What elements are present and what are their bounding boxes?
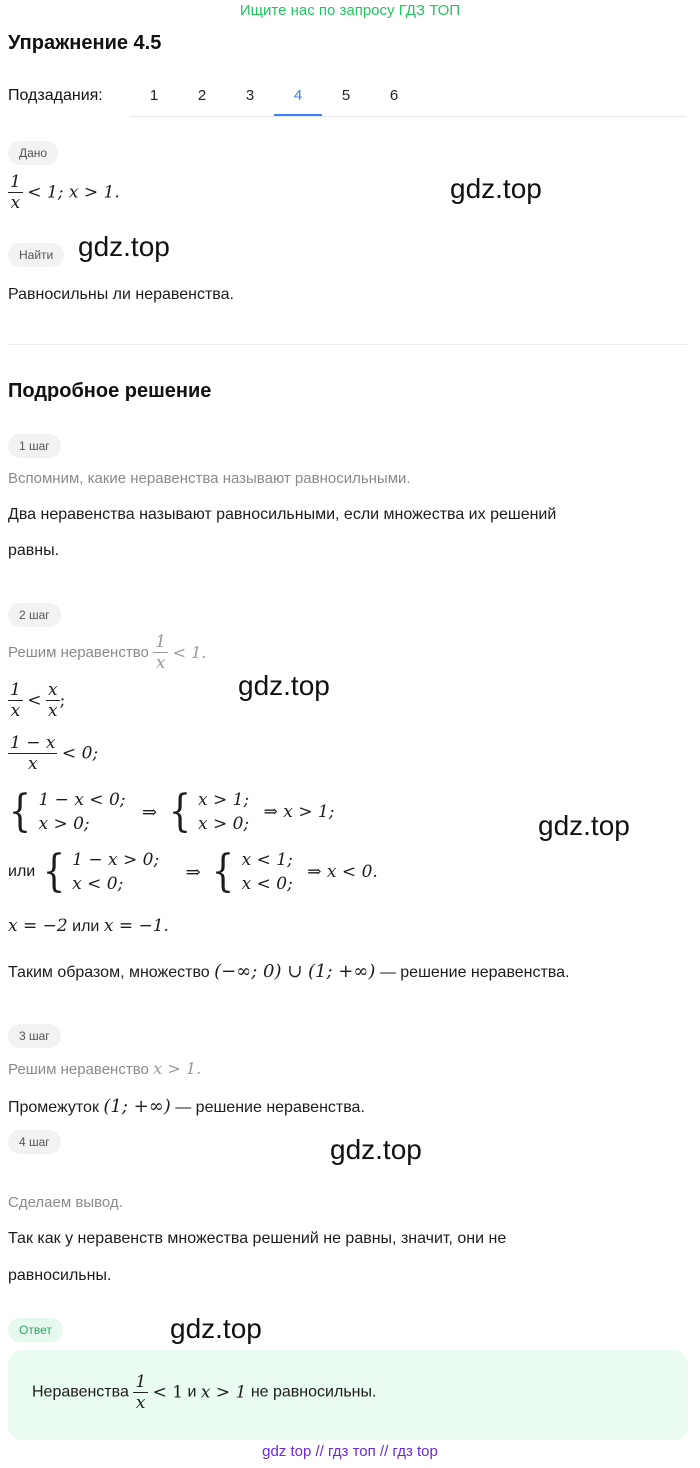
top-banner: Ищите нас по запросу ГДЗ ТОП [239, 2, 461, 19]
step4-hint: Сделаем вывод. [8, 1194, 123, 1211]
answer-box [8, 1350, 688, 1440]
given-chip: Дано [8, 141, 58, 165]
watermark: gdz.top [238, 670, 330, 701]
subtask-tab-3[interactable]: 3 [245, 87, 255, 104]
given-math: $\frac{1}{x}$ < 1; x > 1. [10, 172, 120, 213]
step1-text-cont: равны. [8, 542, 60, 559]
step2-conclusion: Таким образом, множество (−∞; 0) ∪ (1; +∞) — решение неравенства. [8, 961, 570, 982]
page-title: Упражнение 4.5 [8, 32, 162, 54]
footer-links[interactable]: gdz top // гдз топ // гдз top [262, 1443, 438, 1460]
watermark: gdz.top [78, 231, 170, 262]
answer-chip: Ответ [8, 1318, 63, 1342]
subtasks-label: Подзадания: [8, 87, 103, 104]
step4-text-cont: равносильны. [8, 1267, 112, 1284]
step2-system2: или { 1 − x > 0; x < 0; ⇒ { x < 1; x < 0; ⇒ x < 0. [8, 846, 378, 897]
step2-chip: 2 шаг [8, 603, 61, 627]
step2-hint: Решим неравенство $\frac{1}{x}$ < 1. [8, 632, 207, 673]
step2-values: x = −2 или x = −1. [8, 916, 169, 936]
step2-system1: { 1 − x < 0; x > 0; ⇒ { x > 1; x > 0; ⇒ x > 1; [8, 786, 335, 837]
subtasks-tabs [130, 80, 686, 117]
step4-text: Так как у неравенств множества решений не равны, значит, они не [8, 1230, 507, 1247]
subtask-tab-1[interactable]: 1 [149, 87, 159, 104]
divider [8, 344, 688, 345]
step2-line1: $\frac{1}{x}$ < $\frac{x}{x}$ ; [10, 680, 66, 721]
find-chip: Найти [8, 243, 64, 267]
answer-text: Неравенства $\frac{1}{x}$ < 1 и x > 1 не равносильны. [32, 1372, 377, 1413]
step3-hint: Решим неравенство x > 1. [8, 1059, 202, 1078]
step1-chip: 1 шаг [8, 434, 61, 458]
find-text: Равносильны ли неравенства. [8, 286, 234, 303]
watermark: gdz.top [450, 173, 542, 204]
step2-line2: $\frac{1 - x}{x}$ < 0; [10, 733, 99, 774]
step3-chip: 3 шаг [8, 1024, 61, 1048]
watermark: gdz.top [330, 1134, 422, 1165]
watermark: gdz.top [170, 1313, 262, 1344]
subtask-tab-6[interactable]: 6 [389, 87, 399, 104]
solution-title: Подробное решение [8, 380, 212, 402]
step3-text: Промежуток (1; +∞) — решение неравенства. [8, 1096, 365, 1117]
step4-chip: 4 шаг [8, 1130, 61, 1154]
step1-text: Два неравенства называют равносильными, если множества их решений [8, 506, 557, 523]
subtask-tab-2[interactable]: 2 [197, 87, 207, 104]
subtask-tab-5[interactable]: 5 [341, 87, 351, 104]
watermark: gdz.top [538, 810, 630, 841]
step1-hint: Вспомним, какие неравенства называют равносильными. [8, 470, 411, 487]
subtask-tab-4[interactable]: 4 [274, 80, 322, 116]
